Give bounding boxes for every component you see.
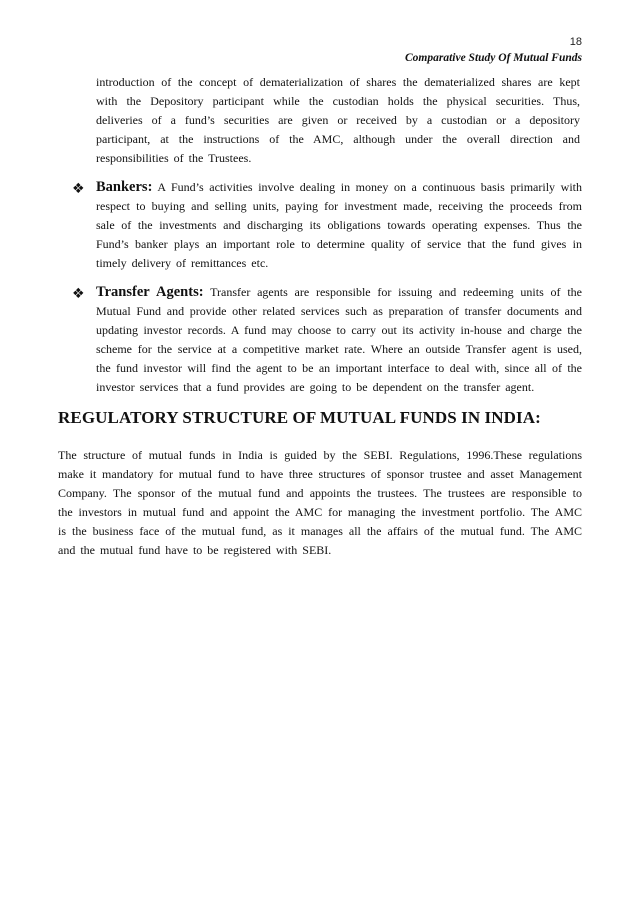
transfer-agents-description: Transfer agents are responsible for issuing and redeeming units of the Mutual Fund and provide other related services such as preparation of transfer documents and updating investor records. A fund may choose to carry out its activity in-house and charge the scheme for the service at a competitive market rate. Where an outside Transfer agent is used, the fund investor will find the agent to be an important interface to deal with, since all of the investor services that a fund provides are going to be dependent on the transfer agent. xyxy=(96,285,582,394)
section-heading: REGULATORY STRUCTURE OF MUTUAL FUNDS IN INDIA: xyxy=(58,408,541,427)
diamond-bullet-icon: ❖ xyxy=(72,286,85,302)
bankers-description: A Fund’s activities involve dealing in money on a continuous basis primarily with respect to buying and selling units, paying for investment made, receiving the proceeds from sale of the investments and discharging its obligations towards operating expenses. Thus the Fund’s banker plays an important role to determine quality of service that the fund gives in timely delivery of remittances etc. xyxy=(96,180,582,270)
bankers-paragraph xyxy=(96,178,582,273)
bankers-term: Bankers: xyxy=(96,179,153,195)
transfer-agents-term: Transfer Agents: xyxy=(96,284,204,300)
bullet-item-bankers xyxy=(72,178,582,273)
transfer-agents-paragraph xyxy=(96,283,582,397)
bullet-item-transfer-agents xyxy=(72,283,582,397)
diamond-bullet-icon: ❖ xyxy=(72,181,85,197)
intro-paragraph: introduction of the concept of dematerialization of shares the dematerialized shares are kept with the Depository participant while the custodian holds the physical securities. Thus, deliveries of a fund’s securities are given or received by a custodian or a depository participant, at the instructions of the AMC, although under the overall direction and responsibilities of the Trustees. xyxy=(96,75,580,165)
page-number: 18 xyxy=(569,36,582,48)
running-header-title: Comparative Study Of Mutual Funds xyxy=(404,52,582,64)
regulatory-paragraph: The structure of mutual funds in India is guided by the SEBI. Regulations, 1996.These regulations make it mandatory for mutual fund to have three structures of sponsor trustee and asset Management Company. The sponsor of the mutual fund and appoints the trustees. The trustees are responsible to the investors in mutual fund and appoint the AMC for managing the investment portfolio. The AMC is the business face of the mutual fund, as it manages all the affairs of the mutual fund. The AMC and the mutual fund have to be registered with SEBI. xyxy=(58,448,582,557)
